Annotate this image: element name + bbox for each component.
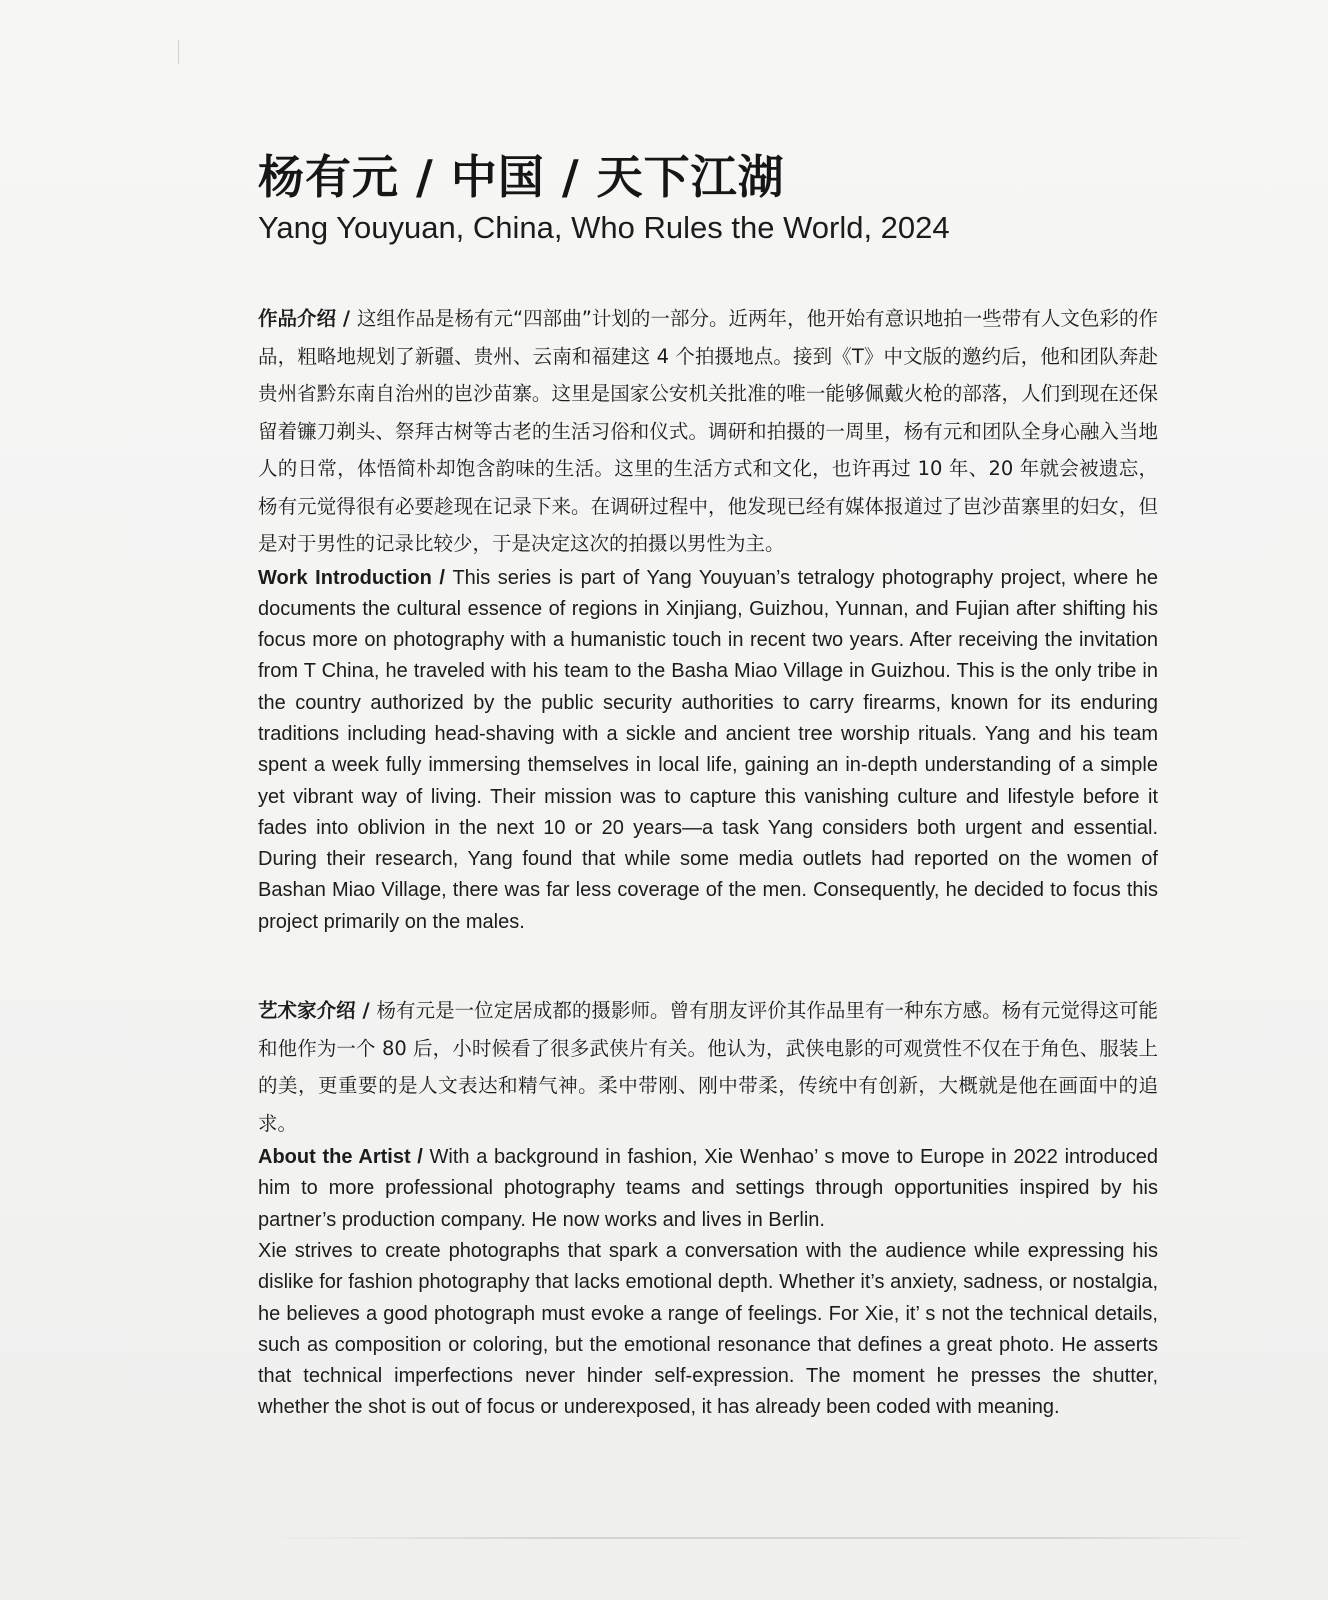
work-intro-chinese-lead: 作品介绍 / xyxy=(258,307,357,330)
work-intro-chinese-text: 这组作品是杨有元“四部曲”计划的一部分。近两年，他开始有意识地拍一些带有人文色彩的作品，粗略地规划了新疆、贵州、云南和福建这 4 个拍摄地点。接到《T》中文版的邀约后，他和团队奔赴贵州省黔东南自治州的岜沙苗寨。这里是国家公安机关批准的唯一能够佩戴火枪的部落，人们到现在还保留着镰刀剃头、祭拜古树等古老的生活习俗和仪式。调研和拍摄的一周里，杨有元和团队全身心融入当地人的日常，体悟简朴却饱含韵味的生活。这里的生活方式和文化，也许再过 10 年、20 年就会被遗忘，杨有元觉得很有必要趁现在记录下来。在调研过程中，他发现已经有媒体报道过了岜沙苗寨里的妇女，但是对于男性的记录比较少，于是决定这次的拍摄以男性为主。 xyxy=(258,307,1158,555)
artist-english-paragraph xyxy=(258,1142,1158,1236)
work-introduction-section xyxy=(258,300,1158,938)
work-intro-english-lead: Work Introduction / xyxy=(258,566,453,589)
artist-english-lead: About the Artist / xyxy=(258,1146,430,1169)
about-artist-section xyxy=(258,992,1158,1424)
work-intro-chinese-paragraph xyxy=(258,300,1158,563)
page-bottom-edge xyxy=(260,1537,1260,1539)
artist-english-paragraph-2: Xie strives to create photographs that spark a conversation with the audience while expressing his dislike for fashion photography that lacks emotional depth. Whether it’s anxiety, sadness, or nostalgia, he believes a good photograph must evoke a range of feelings. For Xie, it’ s not the technical details, such as composition or coloring, but the emotional resonance that defines a great photo. He asserts that technical imperfections never hinder self-expression. The moment he presses the shutter, whether the shot is out of focus or underexposed, it has already been coded with meaning. xyxy=(258,1239,1158,1419)
work-intro-english-text: This series is part of Yang Youyuan’s tetralogy photography project, where he documents the cultural essence of regions in Xinjiang, Guizhou, Yunnan, and Fujian after shifting his focus more on photography with a humanistic touch in recent two years. After receiving the invitation from T China, he traveled with his team to the Basha Miao Village in Guizhou. This is the only tribe in the country authorized by the public security authorities to carry firearms, known for its enduring traditions including head-shaving with a sickle and ancient tree worship rituals. Yang and his team spent a week fully immersing themselves in local life, gaining an in-depth understanding of a simple yet vibrant way of living. Their mission was to capture this vanishing culture and lifestyle before it fades into oblivion in the next 10 or 20 years—a task Yang considers both urgent and essential. During their research, Yang found that while some media outlets had reported on the women of Bashan Miao Village, there was far less coverage of the men. Consequently, he decided to focus this project primarily on the males. xyxy=(258,566,1158,933)
page-title-chinese: 杨有元 / 中国 / 天下江湖 xyxy=(258,150,785,204)
page-edge-mark xyxy=(178,40,179,64)
artist-chinese-text: 杨有元是一位定居成都的摄影师。曾有朋友评价其作品里有一种东方感。杨有元觉得这可能和他作为一个 80 后，小时候看了很多武侠片有关。他认为，武侠电影的可观赏性不仅在于角色、服装上的美，更重要的是人文表达和精气神。柔中带刚、刚中带柔，传统中有创新，大概就是他在画面中的追求。 xyxy=(258,999,1158,1135)
work-intro-english-paragraph xyxy=(258,563,1158,939)
artist-english-text: With a background in fashion, Xie Wenhao’ s move to Europe in 2022 introduced him to more professional photography teams and settings through opportunities inspired by his partner’s production company. He now works and lives in Berlin. xyxy=(258,1146,1158,1231)
artist-chinese-lead: 艺术家介绍 / xyxy=(258,999,377,1023)
artist-chinese-paragraph xyxy=(258,992,1158,1142)
document-content xyxy=(258,148,1158,1424)
page-title-english: Yang Youyuan, China, Who Rules the World, 2024 xyxy=(258,210,950,245)
